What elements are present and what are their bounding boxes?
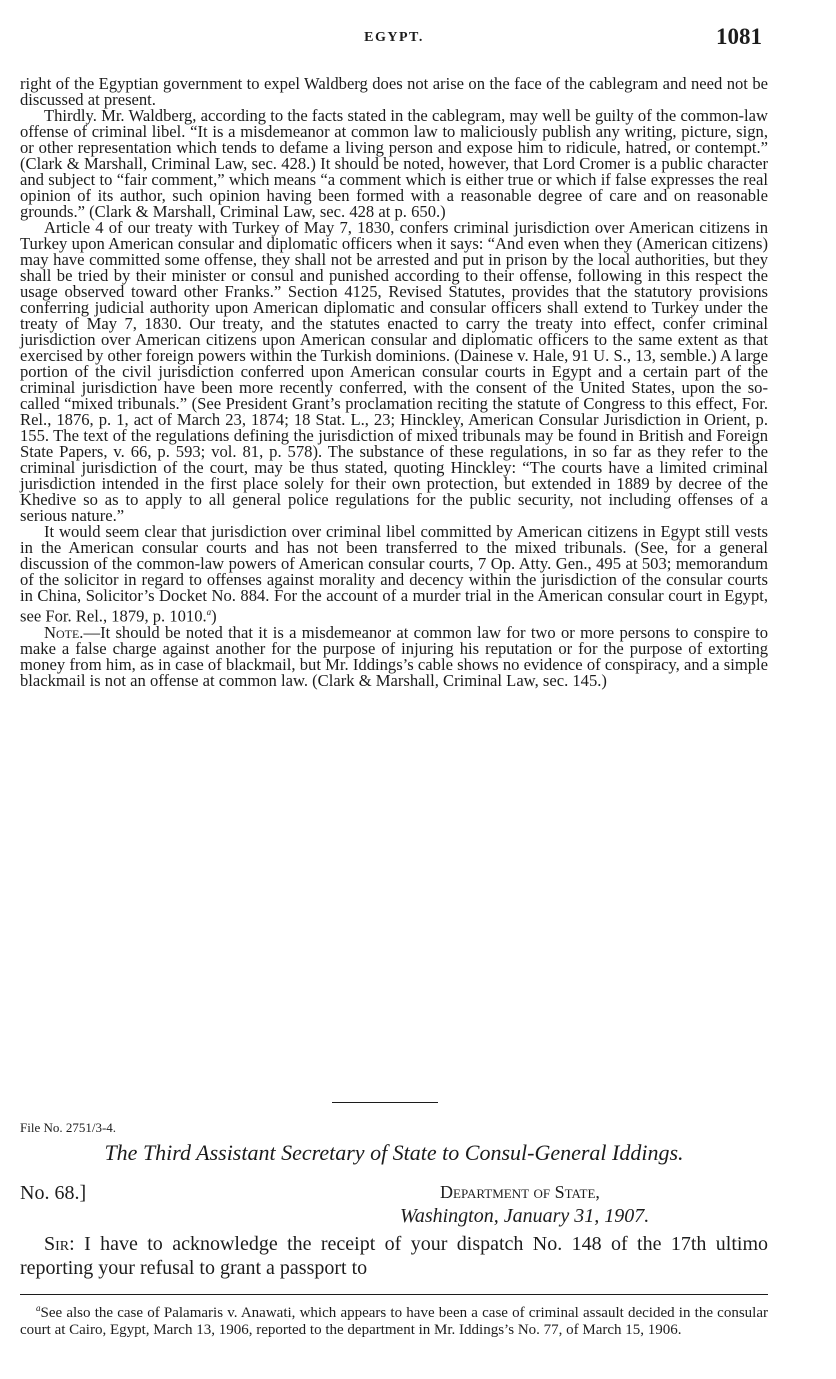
letter-body: [20, 1232, 768, 1280]
footnote-paragraph: [20, 1300, 768, 1339]
paragraph-jurisdiction-end: ): [211, 606, 217, 626]
section-divider: [332, 1102, 438, 1103]
paragraph-jurisdiction: [20, 524, 768, 625]
footnote-divider: [20, 1294, 768, 1295]
note-paragraph: [20, 622, 768, 690]
dateline: Washington, January 31, 1907.: [400, 1205, 650, 1227]
department-name: Department of State,: [440, 1182, 600, 1202]
footnote-text: See also the case of Palamaris v. Anawati, which appears to have been a case of criminal assault decided in the consular court at Cairo, Egypt, March 13, 1906, reported to the department in Mr. Iddings’s No. 77, of March 15, 1906.: [20, 1305, 768, 1338]
document-page: [20, 0, 769, 1338]
paragraph-article-4: Article 4 of our treaty with Turkey of May 7, 1830, confers criminal jurisdiction over American citizens in Turkey upon American consular and diplomatic officers when it says: “And even when they (American citizens) may have committed some offense, they shall not be arrested and put in prison by the local authorities, but they shall be tried by their minister or consul and punished according to their offense, following in this respect the usage observed toward other Franks.” Section 4125, Revised Statutes, provides that the statutory provisions conferring judicial authority upon American diplomatic and consular officers shall extend to Turkey under the treaty of May 7, 1830. Our treaty, and the statutes enacted to carry the treaty into effect, confer criminal jurisdiction over American citizens upon American consular and diplomatic officers to the same extent as that exercised by other foreign powers within the Turkish dominions. (Dainese v. Hale, 91 U. S., 13, semble.) A large portion of the civil jurisdiction conferred upon American consular courts in Egypt and a certain part of the criminal jurisdiction have been more recently conferred, with the consent of the United States, upon the so-called “mixed tribunals.” (See President Grant’s proclamation reciting the statute of Congress to this effect, For. Rel., 1876, p. 1, act of March 23, 1874; 18 Stat. L., 23; Hinckley, American Consular Jurisdiction in Orient, p. 155. The text of the regulations defining the jurisdiction of mixed tribunals may be found in British and Foreign State Papers, v. 66, p. 593; vol. 81, p. 578). The substance of these regulations, in so far as they refer to the criminal jurisdiction of the court, may be thus stated, quoting Hinckley: “The courts have a limited criminal jurisdiction intended in the first place solely for their own protection, but extended in 1889 by decree of the Khedive so as to apply to all general police regulations for the public security, not including offenses of a serious nature.”: [20, 218, 768, 525]
document-title: The Third Assistant Secretary of State to Consul-General Iddings.: [104, 1140, 684, 1165]
paragraph-jurisdiction-text: It would seem clear that jurisdiction over criminal libel committed by American citizens in Egypt still vests in the American consular courts and has not been transferred to the mixed tribunals. (See, for a general discussion of the common-law powers of American consular courts, 7 Op. Atty. Gen., 495 at 503; memorandum of the solicitor in regard to offenses against morality and decency within the jurisdiction of the consular courts in China, Solicitor’s Docket No. 884. For the account of a murder trial in the American consular court in Egypt, see For. Rel., 1879, p. 1010.: [20, 522, 768, 626]
paragraph-thirdly: Thirdly. Mr. Waldberg, according to the facts stated in the cablegram, may well be guilty of the common-law offense of criminal libel. “It is a misdemeanor at common law to maliciously publish any writing, picture, sign, or other representation which tends to defame a living person and expose him to ridicule, hatred, or contempt.” (Clark & Marshall, Criminal Law, sec. 428.) It should be noted, however, that Lord Cromer is a public character and subject to “fair comment,” which means “a comment which is either true or which if false expresses the real opinion of its author, such opinion having been formed with a reasonable degree of care and on reasonable grounds.” (Clark & Marshall, Criminal Law, sec. 428 at p. 650.): [20, 106, 768, 221]
footnote: [20, 1300, 768, 1339]
footnote-reference: a: [206, 607, 212, 617]
running-title: EGYPT.: [364, 30, 424, 45]
salutation: Sir:: [44, 1233, 75, 1255]
note-label: Note.: [44, 622, 84, 642]
running-header: [20, 0, 768, 60]
page-number: 1081: [716, 24, 762, 49]
letter-paragraph: [20, 1232, 768, 1280]
body-text: [20, 76, 768, 689]
file-number: File No. 2751/3-4.: [20, 1120, 117, 1135]
letter-text: I have to acknowledge the receipt of your dispatch No. 148 of the 17th ultimo reporting your refusal to grant a passport to: [20, 1233, 769, 1279]
document-number: No. 68.]: [20, 1182, 87, 1204]
paragraph-continuation: right of the Egyptian government to expel Waldberg does not arise on the face of the cablegram and need not be discussed at present.: [20, 74, 768, 109]
footnote-mark: a: [36, 1303, 41, 1313]
note-text: —It should be noted that it is a misdemeanor at common law for two or more persons to conspire to make a false charge against another for the purpose of injuring his reputation or for the purpose of extorting money from him, as in case of blackmail, but Mr. Iddings’s cable shows no evidence of conspiracy, and a simple blackmail is not an offense at common law. (Clark & Marshall, Criminal Law, sec. 145.): [20, 622, 768, 690]
